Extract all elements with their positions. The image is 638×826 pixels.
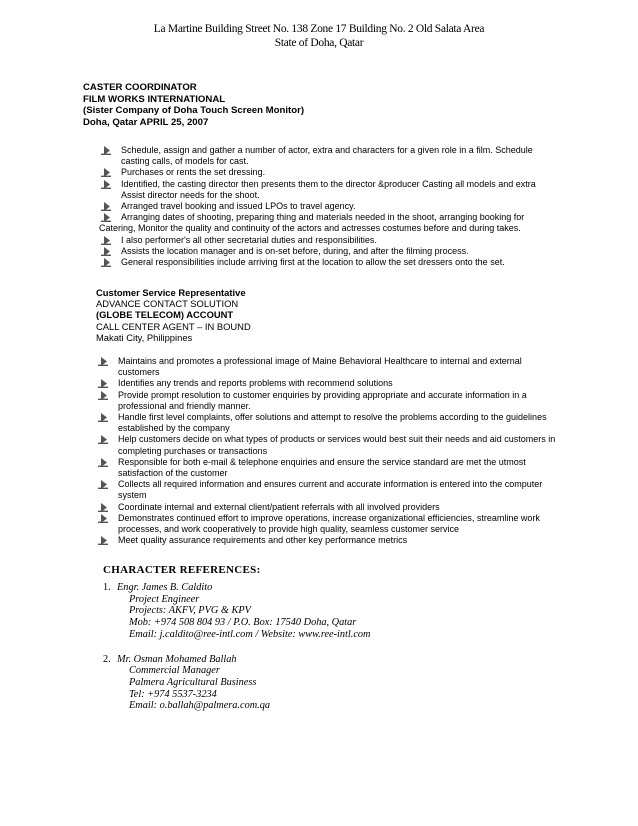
reference-email: Email: j.caldito@ree-intl.com / Website: www.ree-intl.com <box>129 628 371 640</box>
arrow-bullet-icon <box>101 180 113 189</box>
references-list <box>103 582 371 725</box>
reference-position: Project Engineer <box>129 593 200 605</box>
references-title: CHARACTER REFERENCES: <box>103 564 261 576</box>
job-1-duties-list <box>99 145 569 268</box>
job-1-location-date: Doha, Qatar APRIL 25, 2007 <box>83 116 209 128</box>
list-item: Responsible for both e-mail & telephone enquiries and ensure the service standard are met the utmost <box>96 457 556 468</box>
job-2-account: (GLOBE TELECOM) ACCOUNT <box>96 309 234 321</box>
list-item-continuation: satisfaction of the customer <box>118 468 228 479</box>
arrow-bullet-icon <box>101 236 113 245</box>
list-item: Maintains and promotes a professional image of Maine Behavioral Healthcare to internal and external <box>96 356 556 367</box>
reference-phone: Mob: +974 508 804 93 / P.O. Box: 17540 Doha, Qatar <box>129 617 357 629</box>
address-line-2: State of Doha, Qatar <box>274 37 364 49</box>
reference-name: Engr. James B. Caldito <box>117 582 213 593</box>
list-item: Arranging dates of shooting, preparing thing and materials needed in the shoot, arranging booking for <box>99 212 569 223</box>
reference-number: 1. <box>103 582 111 593</box>
arrow-bullet-icon <box>101 168 113 177</box>
job-1-title: CASTER COORDINATOR <box>83 82 197 93</box>
arrow-bullet-icon <box>98 357 110 366</box>
list-item: Handle first level complaints, offer solutions and attempt to resolve the problems according to the guidelines <box>96 412 556 423</box>
list-item: Provide prompt resolution to customer enquiries by providing appropriate and accurate information in a <box>96 390 556 401</box>
list-item: Identified, the casting director then presents them to the director &producer Casting all models and extra <box>99 179 569 190</box>
list-item: I also performer's all other secretarial duties and responsibilities. <box>99 235 569 246</box>
job-1-company: FILM WORKS INTERNATIONAL <box>83 93 226 105</box>
list-item-continuation: established by the company <box>118 423 230 434</box>
reference-item <box>103 582 371 641</box>
list-item: Purchases or rents the set dressing. <box>99 167 569 178</box>
arrow-bullet-icon <box>98 514 110 523</box>
arrow-bullet-icon <box>101 146 113 155</box>
reference-item <box>103 654 371 713</box>
list-item: Arranged travel booking and issued LPOs to travel agency. <box>99 201 569 212</box>
arrow-bullet-icon <box>98 480 110 489</box>
job-2-company: ADVANCE CONTACT SOLUTION <box>96 298 239 310</box>
reference-number: 2. <box>103 653 111 665</box>
list-item-continuation: Assist director needs for the shoot. <box>121 189 260 200</box>
arrow-bullet-icon <box>98 391 110 400</box>
arrow-bullet-icon <box>98 379 110 388</box>
list-item: Help customers decide on what types of products or services would best suit their needs and aid customers in <box>96 434 556 445</box>
arrow-bullet-icon <box>98 413 110 422</box>
list-item: Collects all required information and ensures current and accurate information is entered into the computer <box>96 479 556 490</box>
address-line-1: La Martine Building Street No. 138 Zone 17 Building No. 2 Old Salata Area <box>153 23 485 35</box>
list-item-continuation: completing purchases or transactions <box>118 445 268 456</box>
reference-company: Projects: AKFV, PVG & KPV <box>129 605 251 617</box>
list-item-continuation: Catering, Monitor the quality and continuity of the actors and actresses costumes before and during takes. <box>99 223 521 234</box>
list-item: Coordinate internal and external client/patient referrals with all involved providers <box>96 502 556 513</box>
arrow-bullet-icon <box>101 247 113 256</box>
reference-name: Mr. Osman Mohamed Ballah <box>117 653 237 665</box>
list-item: Demonstrates continued effort to improve operations, increase organizational efficiencies, streamline work <box>96 513 556 524</box>
list-item-continuation: customers <box>118 367 160 378</box>
list-item: General responsibilities include arriving first at the location to allow the set dressers onto the set. <box>99 257 569 268</box>
list-item: Meet quality assurance requirements and other key performance metrics <box>96 535 556 546</box>
reference-company: Palmera Agricultural Business <box>129 676 257 688</box>
reference-position: Commercial Manager <box>129 665 220 677</box>
arrow-bullet-icon <box>101 213 113 222</box>
list-item-continuation: processes, and work cooperatively to provide high quality, seamless customer service <box>118 524 459 535</box>
arrow-bullet-icon <box>98 435 110 444</box>
arrow-bullet-icon <box>101 258 113 267</box>
job-2-title: Customer Service Representative <box>96 287 246 298</box>
list-item: Assists the location manager and is on-set before, during, and after the filming process. <box>99 246 569 257</box>
address-header <box>0 22 638 50</box>
job-1-header <box>83 82 304 128</box>
list-item: Identifies any trends and reports problems with recommend solutions <box>96 378 556 389</box>
reference-phone: Tel: +974 5537-3234 <box>129 688 217 700</box>
reference-email: Email: o.ballah@palmera.com.qa <box>129 700 271 712</box>
arrow-bullet-icon <box>98 536 110 545</box>
job-2-duties-list <box>96 356 556 546</box>
list-item-continuation: system <box>118 490 147 501</box>
list-item-continuation: professional and friendly manner. <box>118 400 251 411</box>
arrow-bullet-icon <box>98 458 110 467</box>
arrow-bullet-icon <box>101 202 113 211</box>
job-2-header <box>96 287 251 343</box>
job-1-sister-company: (Sister Company of Doha Touch Screen Monitor) <box>83 105 305 116</box>
arrow-bullet-icon <box>98 503 110 512</box>
job-2-role: CALL CENTER AGENT – IN BOUND <box>96 320 251 332</box>
list-item-continuation: casting calls, of models for cast. <box>121 156 249 167</box>
job-2-location: Makati City, Philippines <box>96 331 193 343</box>
list-item: Schedule, assign and gather a number of actor, extra and characters for a given role in a film. Schedule <box>99 145 569 156</box>
